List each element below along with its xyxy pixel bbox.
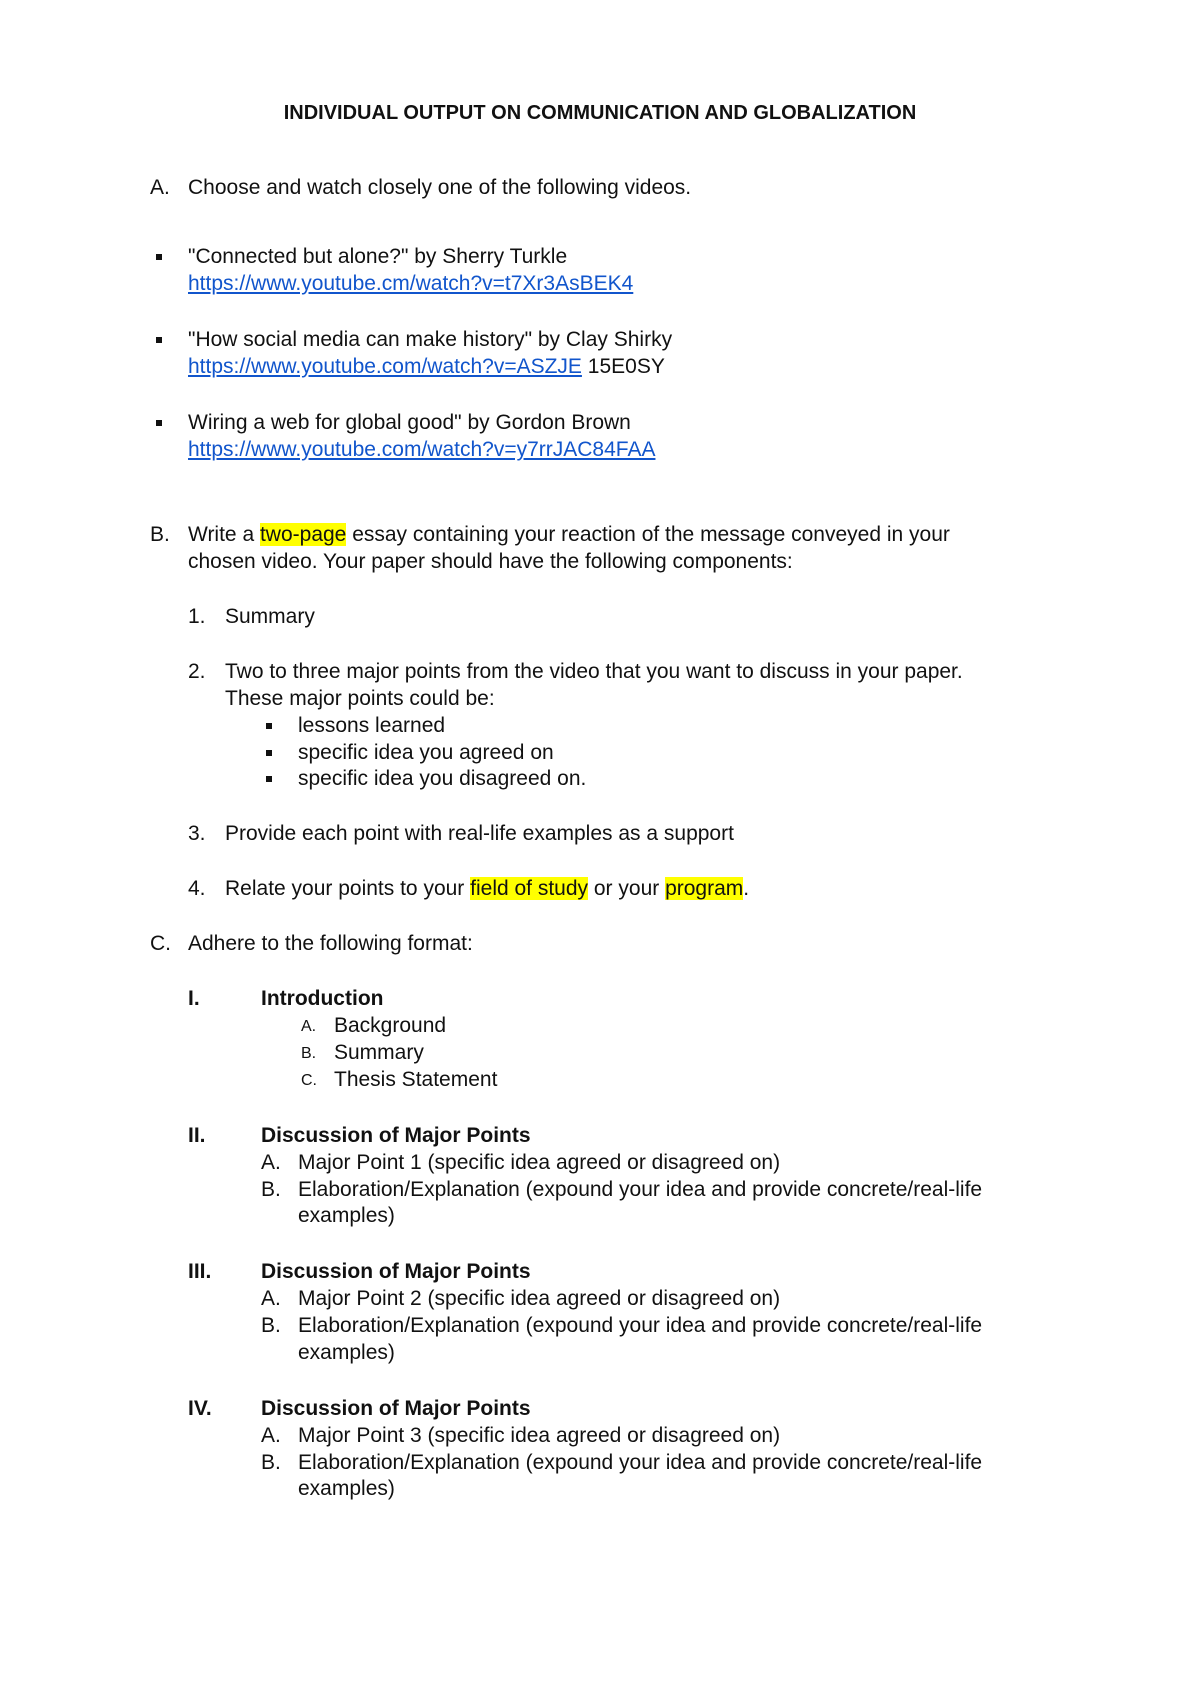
video-1-link[interactable]: https://www.youtube.cm/watch?v=t7Xr3AsBEK4 [188, 272, 634, 295]
outline-4-a-text: Major Point 3 (specific idea agreed or disagreed on) [298, 1424, 781, 1447]
outline-2-b-letter: B. [261, 1178, 281, 1201]
item-3-number: 3. [188, 822, 206, 845]
section-a-marker: A. [150, 176, 170, 199]
item-4-number: 4. [188, 877, 206, 900]
video-3-link[interactable]: https://www.youtube.com/watch?v=y7rrJAC84FAA [188, 438, 656, 461]
outline-2-b-text: Elaboration/Explanation (expound your idea and provide concrete/real-life [298, 1178, 983, 1201]
video-1-link-line [188, 271, 633, 297]
item-2-text: Two to three major points from the video that you want to discuss in your paper. [225, 660, 963, 683]
section-b-text: Write a [188, 523, 260, 546]
outline-2-b-text-cont: examples) [298, 1204, 395, 1227]
section-b-line1 [188, 522, 950, 548]
video-2-link-suffix: 15E0SY [581, 355, 665, 378]
outline-3-b-letter: B. [261, 1314, 281, 1337]
outline-1-sub-letter: A. [301, 1018, 317, 1035]
outline-1-sub-text: Summary [334, 1041, 424, 1064]
outline-4-b-text-cont: examples) [298, 1477, 395, 1500]
outline-3-number: III. [188, 1260, 212, 1283]
item-2-text-cont: These major points could be: [225, 687, 495, 710]
outline-2-a-letter: A. [261, 1151, 281, 1174]
video-2-link[interactable]: https://www.youtube.com/watch?v=ASZJE [188, 355, 582, 378]
section-b-line2: chosen video. Your paper should have the following components: [188, 550, 793, 573]
item-4-text-part: or your [588, 877, 666, 900]
outline-1-heading: Introduction [261, 987, 384, 1010]
outline-4-b-text: Elaboration/Explanation (expound your idea and provide concrete/real-life [298, 1451, 983, 1474]
bullet-icon [156, 337, 162, 343]
sub-point: specific idea you agreed on [298, 741, 554, 764]
bullet-icon [156, 254, 162, 260]
bullet-icon [266, 776, 272, 782]
outline-4-number: IV. [188, 1397, 212, 1420]
section-b-marker: B. [150, 523, 170, 546]
sub-point: specific idea you disagreed on. [298, 767, 587, 790]
item-2-number: 2. [188, 660, 206, 683]
section-c-text: Adhere to the following format: [188, 932, 473, 955]
outline-3-heading: Discussion of Major Points [261, 1260, 531, 1283]
video-3-link-line [188, 437, 655, 463]
section-c-marker: C. [150, 932, 171, 955]
bullet-icon [266, 750, 272, 756]
highlight-field-of-study: field of study [470, 877, 589, 900]
video-3-title: Wiring a web for global good" by Gordon Brown [188, 411, 631, 434]
outline-1-sub-letter: C. [301, 1072, 317, 1089]
outline-1-number: I. [188, 987, 200, 1010]
outline-3-a-text: Major Point 2 (specific idea agreed or disagreed on) [298, 1287, 781, 1310]
outline-3-a-letter: A. [261, 1287, 281, 1310]
item-1-number: 1. [188, 605, 206, 628]
outline-1-sub-letter: B. [301, 1045, 317, 1062]
outline-4-heading: Discussion of Major Points [261, 1397, 531, 1420]
outline-3-b-text-cont: examples) [298, 1341, 395, 1364]
sub-point: lessons learned [298, 714, 446, 737]
outline-1-sub-text: Background [334, 1014, 447, 1037]
outline-2-heading: Discussion of Major Points [261, 1124, 531, 1147]
video-1-title: "Connected but alone?" by Sherry Turkle [188, 245, 568, 268]
outline-4-a-letter: A. [261, 1424, 281, 1447]
highlight-program: program [665, 877, 744, 900]
bullet-icon [266, 723, 272, 729]
video-2-link-line [188, 354, 665, 380]
section-a-text: Choose and watch closely one of the following videos. [188, 176, 692, 199]
outline-2-a-text: Major Point 1 (specific idea agreed or disagreed on) [298, 1151, 781, 1174]
video-2-title: "How social media can make history" by Clay Shirky [188, 328, 673, 351]
item-3-text: Provide each point with real-life examples as a support [225, 822, 734, 845]
bullet-icon [156, 420, 162, 426]
outline-1-sub-text: Thesis Statement [334, 1068, 498, 1091]
item-4-text-part: Relate your points to your [225, 877, 471, 900]
item-1-text: Summary [225, 605, 315, 628]
outline-3-b-text: Elaboration/Explanation (expound your idea and provide concrete/real-life [298, 1314, 983, 1337]
page-title: INDIVIDUAL OUTPUT ON COMMUNICATION AND GLOBALIZATION [283, 102, 917, 124]
item-4-text [225, 876, 749, 902]
item-4-text-part: . [743, 877, 750, 900]
outline-2-number: II. [188, 1124, 206, 1147]
outline-4-b-letter: B. [261, 1451, 281, 1474]
section-b-text: essay containing your reaction of the message conveyed in your [346, 523, 950, 546]
highlight-two-page: two-page [259, 523, 347, 546]
